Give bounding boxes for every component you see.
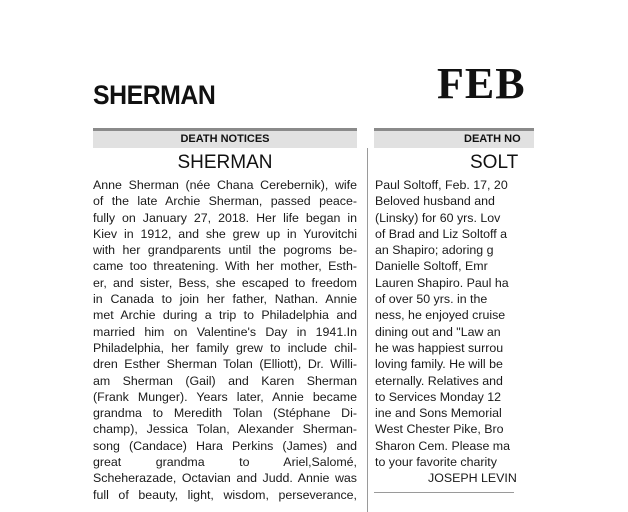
text-line: Paul Soltoff, Feb. 17, 20	[375, 178, 508, 192]
text-line: West Chester Pike, Bro	[375, 422, 504, 437]
text-line: to your favorite charity	[375, 455, 497, 470]
text-line: came too threatening. With her mother, Esth-	[93, 259, 357, 274]
text-line: dining out and "Law an	[375, 324, 501, 339]
text-line: met Archie during a trip to Philadelphia and	[93, 308, 357, 323]
text-line: Lauren Shapiro. Paul ha	[375, 275, 509, 290]
text-line: Kiev in 1912, and she grew up in Yurovitchi	[93, 226, 357, 241]
text-line: Sharon Cem. Please ma	[375, 438, 510, 453]
text-line: of Brad and Liz Soltoff a	[375, 226, 508, 241]
text-line: to Services Monday 12	[375, 389, 502, 404]
text-line: married him on Valentine's Day in 1941.In	[93, 324, 357, 339]
text-line: Philadelphia, her family grew to include chil-	[93, 340, 357, 355]
section-label-death-notices: DEATH NOTICES	[93, 128, 357, 148]
text-line: Danielle Soltoff, Emr	[375, 259, 488, 274]
notice-end-rule	[374, 492, 514, 493]
text-line: of over 50 yrs. in the	[375, 292, 488, 307]
text-line: of the late Archie Sherman, passed peace-	[93, 194, 357, 209]
text-line: (Frank Munger). Years later, Annie became	[93, 389, 357, 404]
text-line: song (Candace) Hara Perkins (James) and	[93, 438, 357, 453]
page-title: SHERMAN	[93, 80, 216, 110]
notice-name-left: SHERMAN	[177, 152, 273, 173]
notice-name-right: SOLT	[470, 152, 519, 173]
text-line: with her grandparents until the pogroms be-	[93, 243, 357, 258]
text-line: fully on January 27, 2018. Her life began in	[93, 210, 357, 225]
text-line: Anne Sherman (née Chana Cerebernik), wife	[93, 178, 357, 192]
text-line: eternally. Relatives and	[375, 373, 503, 388]
text-line: Beloved husband and	[375, 194, 495, 209]
text-line: ness, he enjoyed cruise	[375, 308, 506, 323]
text-line: (Linsky) for 60 yrs. Lov	[375, 210, 501, 225]
text-line: an Shapiro; adoring g	[375, 243, 494, 258]
text-line: ine and Sons Memorial	[375, 406, 502, 421]
funeral-home-signature: JOSEPH LEVIN	[428, 471, 517, 486]
month-masthead: FEB	[437, 59, 526, 108]
text-line: am Sherman (Gail) and Karen Sherman	[93, 373, 357, 388]
text-line: full of beauty, light, wisdom, perseverance,	[93, 487, 357, 502]
text-line: loving family. He will be	[375, 357, 503, 372]
text-line: Scheherazade, Octavian and Judd. Annie was	[93, 471, 357, 486]
text-line: he was happiest surrou	[375, 340, 504, 355]
obituary-text-sherman	[93, 177, 357, 503]
text-line: er, and sister, Bess, she escaped to freedom	[93, 275, 357, 290]
section-label-death-notices-right: DEATH NO	[374, 128, 534, 148]
text-line: dren Esther Sherman Tolan (Elliott), Dr. Willi-	[93, 357, 357, 372]
text-line: champ), Jessica Tolan, Alexander Sherman-	[93, 422, 357, 437]
text-line: grandma to Meredith Tolan (Stéphane Di-	[93, 406, 357, 421]
obituary-text-soltoff	[375, 177, 575, 487]
text-line: in Canada to join her father, Nathan. Annie	[93, 292, 357, 307]
column-divider	[367, 148, 368, 512]
text-line: great grandma to Ariel,Salomé,	[93, 455, 357, 470]
